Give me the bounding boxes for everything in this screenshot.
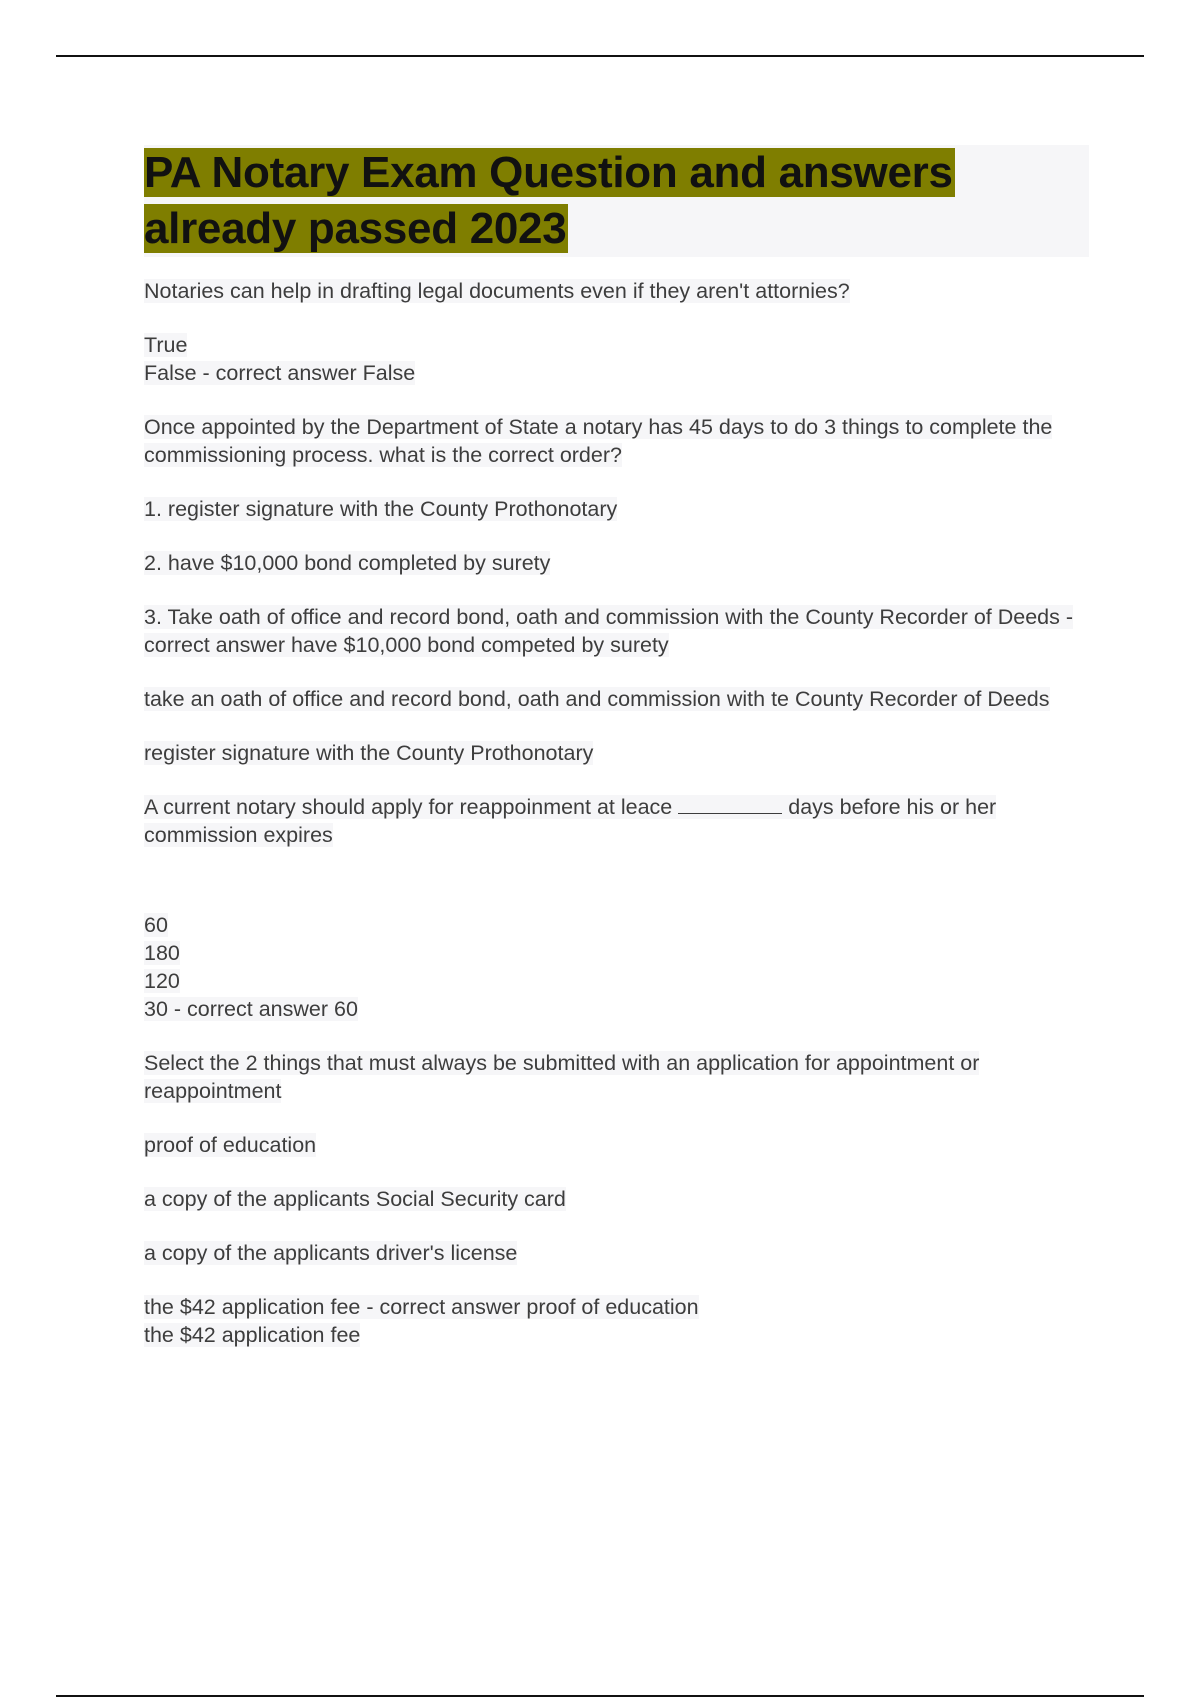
title-block <box>144 145 1089 257</box>
q1-question: Notaries can help in drafting legal documents even if they aren't attornies? <box>144 279 850 303</box>
q4-question: Select the 2 things that must always be submitted with an application for appointment or reappointment <box>144 1051 980 1103</box>
document-body <box>144 145 1089 1375</box>
q4-option-4-answer: the $42 application fee - correct answer proof of education <box>144 1295 699 1319</box>
q2-option-2: 2. have $10,000 bond completed by surety <box>144 551 551 575</box>
q3-question-after: days before his or her commission expires <box>144 795 997 847</box>
document-title <box>144 145 1089 257</box>
q4-option-2: a copy of the applicants Social Security card <box>144 1187 566 1211</box>
q4-options-answer <box>144 1293 1089 1349</box>
title-highlight: PA Notary Exam Question and answers already passed 2023 <box>144 148 953 253</box>
bottom-rule <box>56 1695 1144 1697</box>
q1-options <box>144 331 1089 387</box>
q1-option-false-answer: False - correct answer False <box>144 361 416 385</box>
q3-option-180: 180 <box>144 941 180 965</box>
q3-question-before: A current notary should apply for reappoinment at leace <box>144 795 673 819</box>
q3-option-60: 60 <box>144 913 168 937</box>
q4-answer-2: the $42 application fee <box>144 1323 361 1347</box>
q3-option-120: 120 <box>144 969 180 993</box>
q3-option-30-answer: 30 - correct answer 60 <box>144 997 358 1021</box>
q1-option-true: True <box>144 333 188 357</box>
top-rule <box>56 55 1144 57</box>
q2-option-3-answer: 3. Take oath of office and record bond, oath and commission with the County Recorder of Deeds - correct answer have $10,000 bond competed by surety <box>144 605 1074 657</box>
fill-in-blank <box>678 793 782 814</box>
q4-option-3: a copy of the applicants driver's license <box>144 1241 518 1265</box>
q3-options <box>144 911 1089 1023</box>
q2-answer-3: register signature with the County Prothonotary <box>144 741 594 765</box>
spacer <box>144 875 1089 911</box>
q2-question: Once appointed by the Department of State a notary has 45 days to do 3 things to complete the commissioning process. what is the correct order? <box>144 415 1053 467</box>
q2-answer-2: take an oath of office and record bond, oath and commission with te County Recorder of Deeds <box>144 687 1050 711</box>
q4-option-1: proof of education <box>144 1133 317 1157</box>
q2-option-1: 1. register signature with the County Prothonotary <box>144 497 618 521</box>
q3-question <box>144 793 1089 849</box>
